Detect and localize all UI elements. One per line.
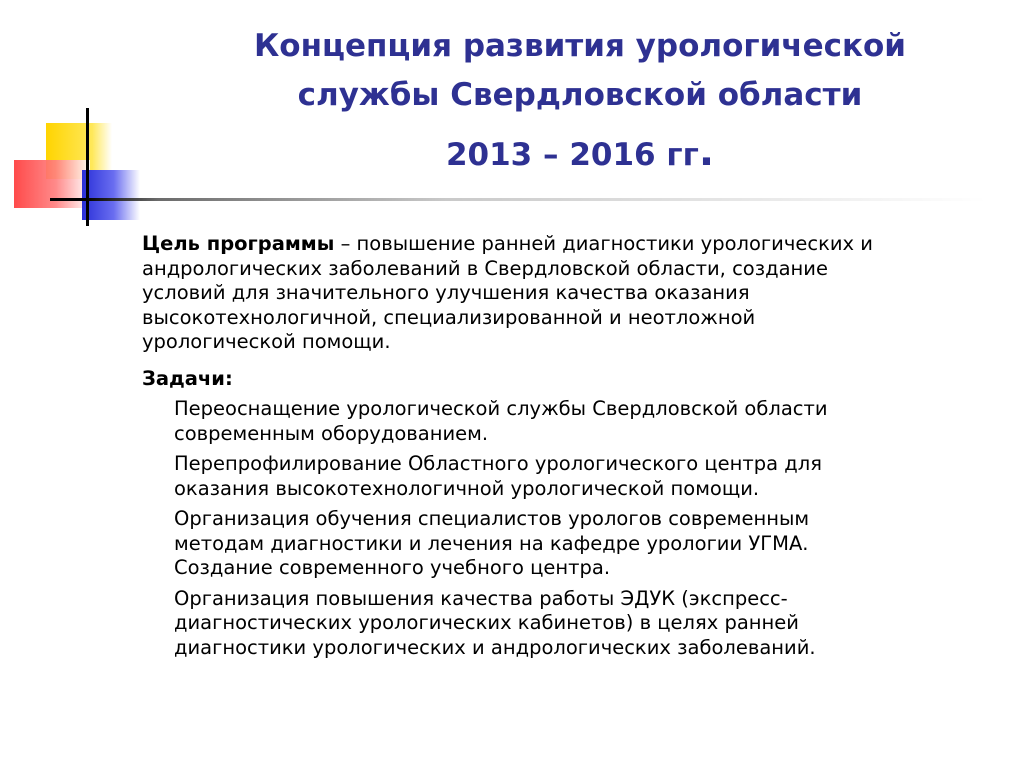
slide-title	[160, 22, 1000, 180]
task-3-line-3: Создание современного учебного центра.	[174, 556, 611, 579]
goal-line-4: высокотехнологичной, специализированной и неотложной	[142, 305, 756, 329]
blue-square	[82, 170, 140, 220]
task-3-line-1: Организация обучения специалистов урологов современным	[174, 507, 810, 530]
goal-line-1: – повышение ранней диагностики урологических и	[334, 232, 873, 255]
decorative-squares	[0, 0, 150, 240]
task-item	[142, 452, 1002, 501]
vertical-line	[86, 108, 89, 226]
goal-line-2: андрологических заболеваний в Свердловской области, создание	[142, 256, 828, 280]
goal-label: Цель программы	[142, 232, 335, 255]
task-item	[142, 587, 1002, 661]
task-2-line-2: оказания высокотехнологичной урологической помощи.	[174, 476, 760, 500]
goal-paragraph	[142, 232, 1002, 355]
task-2-line-1: Перепрофилирование Областного урологического центра для	[174, 452, 822, 475]
title-line-2: службы Свердловской области	[297, 77, 863, 113]
task-1-line-2: современным оборудованием.	[174, 421, 489, 445]
title-years-dot: .	[698, 129, 715, 175]
title-years-text: 2013 – 2016 гг	[445, 137, 699, 173]
title-divider	[86, 198, 986, 201]
task-4-line-3: диагностики урологических и андрологических заболеваний.	[174, 635, 816, 659]
task-4-line-2: диагностических урологических кабинетов) в целях ранней	[174, 611, 799, 634]
title-line-1: Концепция развития урологической	[253, 28, 907, 64]
task-item	[142, 507, 1002, 581]
slide-body	[142, 232, 1002, 660]
task-item	[142, 397, 1002, 446]
task-3-line-2: методам диагностики и лечения на кафедре урологии УГМА.	[174, 531, 809, 555]
tasks-heading: Задачи:	[142, 366, 233, 390]
goal-line-5: урологической помощи.	[142, 330, 391, 353]
task-4-line-1: Организация повышения качества работы ЭДУК (экспресс-	[174, 586, 788, 610]
title-years	[160, 128, 1000, 180]
task-1-line-1: Переоснащение урологической службы Свердловской области	[174, 397, 828, 420]
goal-line-3: условий для значительного улучшения качества оказания	[142, 281, 750, 304]
